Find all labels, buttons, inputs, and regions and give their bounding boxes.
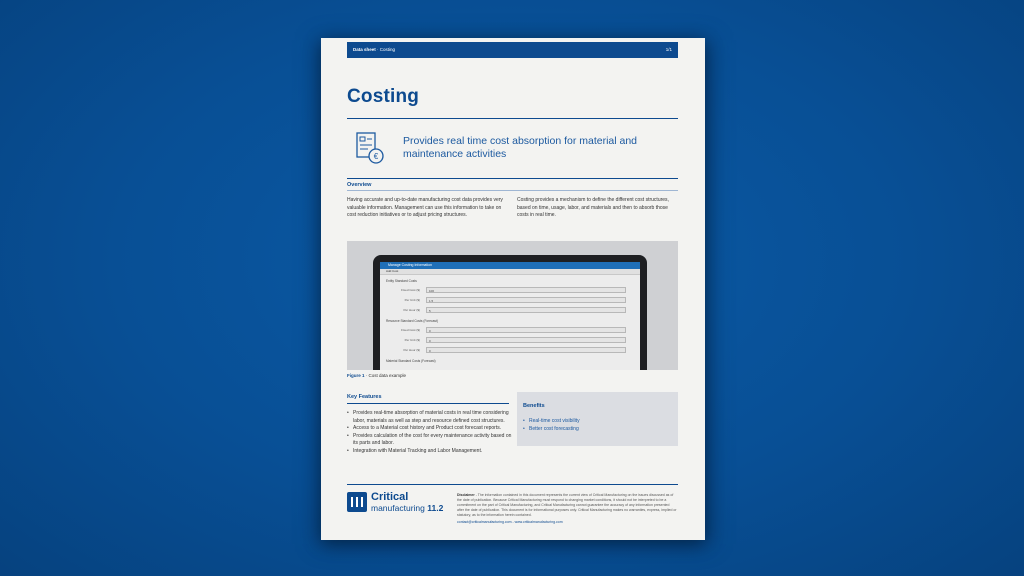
tagline: Provides real time cost absorption for material and maintenance activities: [403, 135, 638, 160]
footer-divider: [347, 484, 678, 485]
app-screen: [380, 262, 640, 370]
caption-label: Figure 1: [347, 373, 365, 378]
overview-heading: Overview: [347, 182, 372, 188]
overview-col1: Having accurate and up-to-date manufacturing cost data provides very valuable information. Management can use this information to take on cost reduction initiatives or to adjust pricing structures.: [347, 197, 503, 218]
screen-title: Manage Costing Information: [380, 262, 640, 269]
field-label: Fixed Cost ($): [401, 328, 420, 332]
logo-version: 11.2: [427, 503, 444, 513]
logo-word: manufacturing: [371, 503, 425, 513]
form-section-resource: Resource Standard Costs (Forecast): [386, 319, 438, 323]
svg-text:€: €: [373, 152, 379, 161]
logo-line2: [371, 503, 443, 513]
overview-col2: Costing provides a mechanism to define the different cost structures, based on time, usage, labor, and materials and then to absorb those costs in real time.: [517, 197, 669, 218]
page-number: 1/1: [665, 47, 672, 52]
field-label: Per Unit ($): [404, 338, 420, 342]
list-item: • Integration with Material Tracking and Labor Management.: [347, 448, 512, 456]
field-label: Per Hour ($): [403, 348, 420, 352]
title-divider: [347, 118, 678, 119]
per-unit-field: 1.5: [426, 297, 626, 303]
header-breadcrumb: Data sheet · Costing: [353, 47, 396, 52]
benefits-list: [523, 418, 580, 433]
form-section-material: Material Standard Costs (Forecast): [386, 359, 436, 363]
key-features-divider: [347, 403, 509, 404]
list-item: • Better cost forecasting: [523, 426, 580, 434]
disclaimer: [457, 493, 677, 518]
field-label: Fixed Cost ($): [401, 288, 420, 292]
per-unit-field: 0: [426, 337, 626, 343]
disclaimer-text: - The information contained in this document represents the current view of Critical Manufacturing on the issues discussed as of the date of publication. Because Critical Manufacturing must respond to changing market conditions, it should not be interpreted to be a commitment on the part of Critical Manufacturing, and Critical Manufacturing cannot guarantee the accuracy of any information presented after the date of publication. This document is for informational purposes only. Critical Manufacturing makes no warranties, express, implied or statutory, as to the information herein contained.: [457, 493, 677, 517]
logo-line1: Critical: [371, 491, 409, 503]
per-hour-field: 5: [426, 307, 626, 313]
overview-divider: [347, 178, 678, 179]
per-hour-field: 0: [426, 347, 626, 353]
header-label: Data sheet: [353, 47, 376, 52]
benefits-heading: Benefits: [523, 403, 545, 409]
header-bar: [347, 42, 678, 58]
critical-manufacturing-logo: [347, 490, 462, 516]
list-item: • Access to a Material cost history and Product cost forecast reports.: [347, 425, 512, 433]
screen-toolbar: Add Cost: [380, 269, 640, 275]
field-label: Per Unit ($): [404, 298, 420, 302]
tablet-device: [373, 255, 647, 370]
datasheet-page: [321, 38, 705, 540]
field-label: Per Hour ($): [403, 308, 420, 312]
overview-underline: [347, 190, 678, 191]
disclaimer-label: Disclaimer: [457, 493, 475, 497]
cost-document-icon: [355, 131, 387, 165]
contact-line[interactable]: contact@criticalmanufacturing.com - www.criticalmanufacturing.com: [457, 520, 563, 524]
key-features-list: [347, 410, 512, 455]
list-item: • Provides real-time absorption of material costs in real time considering labor, materials as well as step and resource defined cost structures.: [347, 410, 512, 425]
benefits-box: [517, 392, 678, 446]
list-item: • Real-time cost visibility: [523, 418, 580, 426]
figure-caption: Figure 1 · Cost data example: [347, 373, 407, 378]
logo-mark-icon: [347, 492, 367, 512]
fixed-cost-field: 100: [426, 287, 626, 293]
page-title: Costing: [347, 86, 420, 107]
figure-cost-data: [347, 241, 678, 370]
fixed-cost-field: 0: [426, 327, 626, 333]
key-features-heading: Key Features: [347, 394, 382, 400]
form-section-entity: Entity Standard Costs: [386, 279, 417, 283]
list-item: • Provides calculation of the cost for every maintenance activity based on its parts and labor.: [347, 433, 512, 448]
header-topic: Costing: [379, 47, 396, 52]
caption-text: Cost data example: [368, 373, 407, 378]
